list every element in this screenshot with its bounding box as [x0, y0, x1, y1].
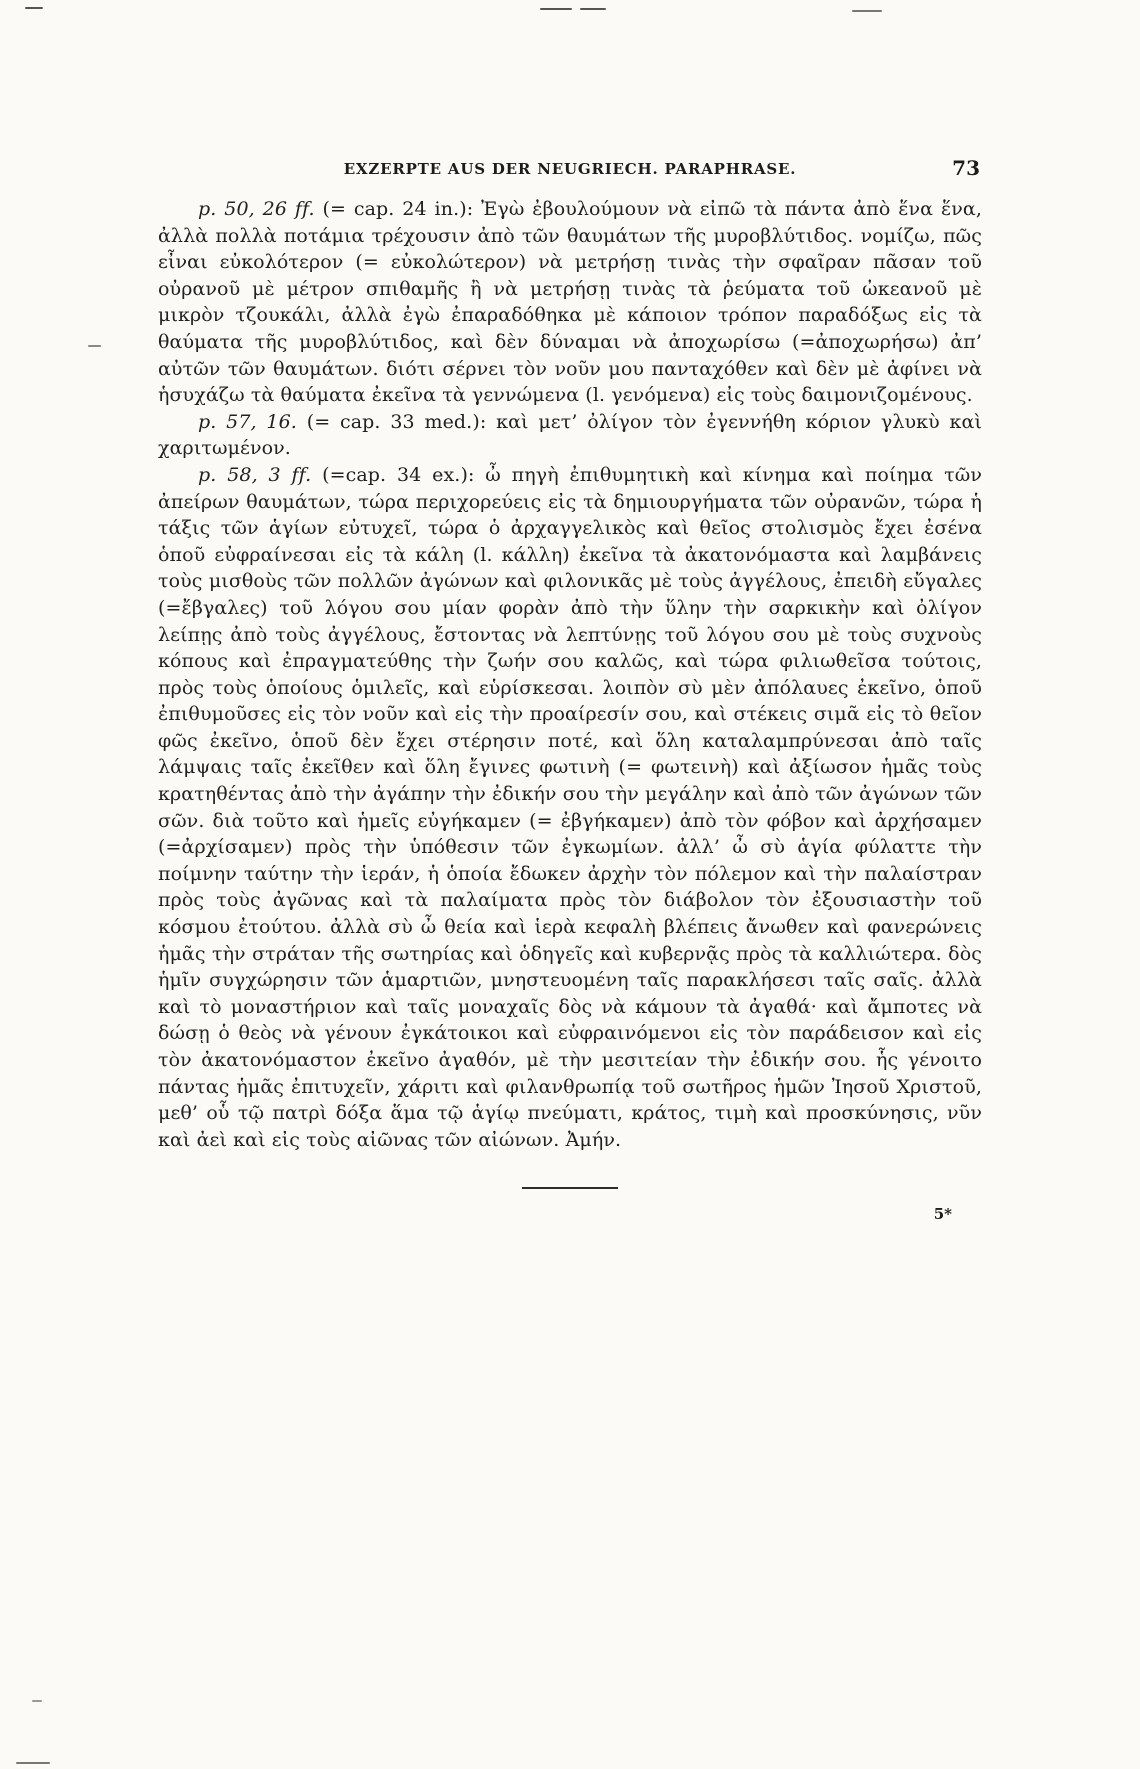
- signature-mark: 5*: [933, 1205, 952, 1224]
- page-header: [158, 156, 982, 186]
- body-text: [158, 196, 982, 1153]
- citation-note: (= cap. 33 med.):: [306, 410, 487, 433]
- greek-text: ὦ πηγὴ ἐπιθυμητικὴ καὶ κίνημα καὶ ποίημα τῶν ἀπείρων θαυμάτων, τώρα περιχορεύεις εἰς τὰ δημιουργήματα τῶν οὐρανῶν, τώρα ἡ τάξις τῶν ἁγίων εὐτυχεῖ, τώρα ὁ ἀρχαγγελικὸς καὶ θεῖος στολισμὸς ἔχει ἐσένα ὁποῦ εὐφραίνεσαι εἰς τὰ κάλη (l. κάλλη) ἐκεῖνα τὰ ἀκατονόμαστα καὶ λαμβάνεις τοὺς μισθοὺς τῶν πολλῶν ἀγώνων καὶ φιλονικᾶς μὲ τοὺς ἀγγέλους, ἐπειδὴ εὔγαλες (=ἔβγαλες) τοῦ λόγου σου μίαν φορὰν ἀπὸ τὴν ὕλην τὴν σαρκικὴν καὶ ὀλίγον λείπῃς ἀπὸ τοὺς ἀγγέλους, ἔστοντας νὰ λεπτύνῃς τοῦ λόγου σου μὲ τοὺς συχνοὺς κόπους καὶ ἐπραγματεύθης τὴν ζωήν σου καλῶς, καὶ τώρα φιλιωθεῖσα τούτοις, πρὸς τοὺς ὁποίους ὁμιλεῖς, καὶ εὑρίσκεσαι. λοιπὸν σὺ μὲν ἀπόλαυες ἐκεῖνο, ὁποῦ ἐπιθυμοῦσες εἰς τὸν νοῦν καὶ εἰς τὴν προαίρεσίν σου, καὶ στέκεις σιμᾶ εἰς τὸ θεῖον φῶς ἐκεῖνο, ὁποῦ δὲν ἔχει στέρησιν ποτέ, καὶ ὅλη καταλαμπρύνεσαι ἀπὸ ταῖς λάμψαις ταῖς ἐκεῖθεν καὶ ὅλη ἔγινες φωτινὴ (= φωτεινὴ) καὶ ἀξίωσον ἡμᾶς τοὺς κρατηθέντας ἀπὸ τὴν ἀγάπην τὴν ἐδικήν σου τὴν μεγάλην καὶ ἀπὸ τῶν ἀγώνων τῶν σῶν. διὰ τοῦτο καὶ ἡμεῖς εὐγήκαμεν (= ἐβγήκαμεν) ἀπὸ τὸν φόβον καὶ ἀρχήσαμεν (=ἀρχίσαμεν) πρὸς τὴν ὑπόθεσιν τῶν ἐγκωμίων. ἀλλ’ ὦ σὺ ἁγία φύλαττε τὴν ποίμνην ταύτην τὴν ἱεράν, ἡ ὁποία ἔδωκεν ἀρχὴν τὸν πόλεμον καὶ τὴν παλαίστραν πρὸς τοὺς ἀγῶνας καὶ τὰ παλαίματα πρὸς τὸν διάβολον τὸν ἐξουσιαστὴν τοῦ κόσμου ἐτούτου. ἀλλὰ σὺ ὦ θεία καὶ ἱερὰ κεφαλὴ βλέπεις ἄνωθεν καὶ φανερώνεις ἡμᾶς τὴν στράταν τῆς σωτηρίας καὶ ὁδηγεῖς καὶ κυβερνᾷς πρὸς τὰ καλλιώτερα. δὸς ἡμῖν συγχώρησιν τῶν ἁμαρτιῶν, μνηστευομένη ταῖς παρακλήσεσι ταῖς σαῖς. ἀλλὰ καὶ τὸ μοναστήριον καὶ ταῖς μοναχαῖς δὸς νὰ κάμουν τὰ ἀγαθά· καὶ ἄμποτες νὰ δώσῃ ὁ θεὸς νὰ γένουν ἐγκάτοικοι καὶ εὐφραινόμενοι εἰς τὸν παράδεισον καὶ εἰς τὸν ἀκατονόμαστον ἐκεῖνο ἀγαθόν, μὲ τὴν μεσιτείαν τὴν ἐδικήν σου. ἧς γένοιτο πάντας ἡμᾶς ἐπιτυχεῖν, χάριτι καὶ φιλανθρωπίᾳ τοῦ σωτῆρος ἡμῶν Ἰησοῦ Χριστοῦ, μεθ’ οὗ τῷ πατρὶ δόξα ἅμα τῷ ἁγίῳ πνεύματι, κράτος, τιμὴ καὶ προσκύνησις, νῦν καὶ ἀεὶ καὶ εἰς τοὺς αἰῶνας τῶν αἰώνων. Ἀμήν.: [158, 463, 983, 1151]
- citation-ref: p. 50, 26 ff.: [198, 198, 315, 220]
- citation-ref: p. 57, 16.: [198, 410, 297, 433]
- scan-artifact-dash: [852, 10, 882, 12]
- paragraph-excerpt-3: [158, 462, 982, 1153]
- citation-note: (=cap. 34 ex.):: [322, 463, 475, 486]
- greek-text: Ἐγὼ ἐβουλούμουν νὰ εἰπῶ τὰ πάντα ἀπὸ ἕνα ἕνα, ἀλλὰ πολλὰ ποτάμια τρέχουσιν ἀπὸ τῶν θαυμάτων τῆς μυροβλύτιδος. νομίζω, πῶς εἶναι εὐκολότερον (= εὐκολώτερον) νὰ μετρήσῃ τινὰς τὴν σφαῖραν πᾶσαν τοῦ οὐρανοῦ μὲ μέτρον σπιθαμῆς ἢ νὰ μετρήσῃ τινὰς τὰ ῥεύματα τοῦ ὠκεανοῦ μὲ μικρὸν τζουκάλι, ἀλλὰ ἐγὼ ἐπαραδόθηκα μὲ κάποιον τρόπον παραδόξως εἰς τὰ θαύματα τῆς μυροβλύτιδος, καὶ δὲν δύναμαι νὰ ἀποχωρίσω (=ἀποχωρήσω) ἀπ’ αὐτῶν τῶν θαυμάτων. διότι σέρνει τὸν νοῦν μου πανταχόθεν καὶ δὲν μὲ ἀφίνει νὰ ἡσυχάζω τὰ θαύματα ἐκεῖνα τὰ γεννώμενα (l. γενόμενα) εἰς τοὺς δαιμονιζομένους.: [158, 198, 982, 407]
- paragraph-excerpt-2: [158, 409, 982, 462]
- scan-artifact-dash: [25, 7, 43, 9]
- greek-text: καὶ μετ’ ὀλίγον τὸν ἐγεννήθη κόριον γλυκὺ καὶ χαριτωμένον.: [158, 410, 983, 460]
- citation-note: (= cap. 24 in.):: [322, 198, 474, 220]
- scan-artifact-dash: [16, 1762, 50, 1764]
- page-number: 73: [952, 156, 980, 180]
- scan-artifact-dash: [580, 8, 606, 10]
- scan-artifact-dash: [540, 8, 572, 10]
- section-end-rule: [522, 1187, 618, 1189]
- citation-ref: p. 58, 3 ff.: [198, 463, 312, 486]
- scan-artifact-dash: [32, 1700, 42, 1702]
- scan-artifact-dash: [88, 345, 101, 347]
- running-head: EXZERPTE AUS DER NEUGRIECH. PARAPHRASE.: [343, 160, 797, 178]
- page-text-block: [158, 156, 983, 1224]
- paragraph-excerpt-1: [158, 196, 982, 409]
